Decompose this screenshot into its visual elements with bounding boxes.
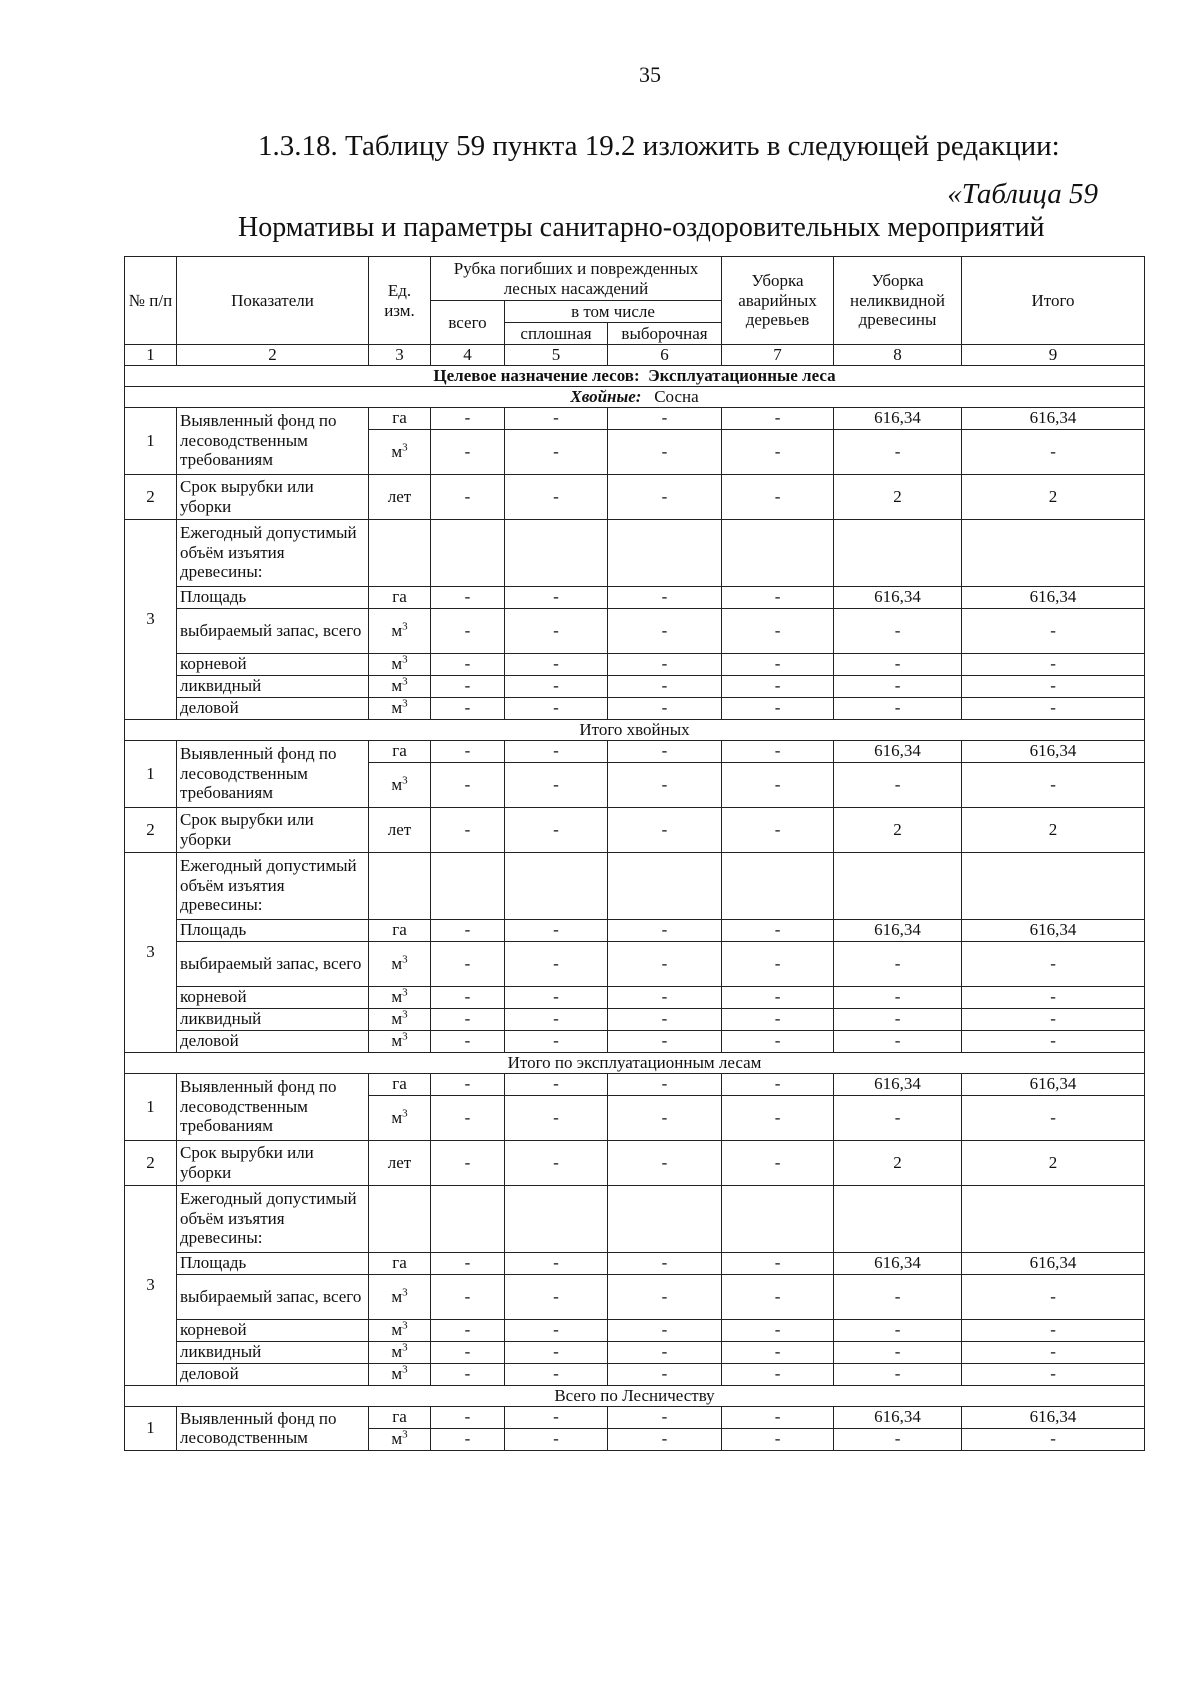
value-cell: 616,34 [962, 407, 1145, 429]
value-cell: - [431, 429, 505, 474]
value-cell: - [962, 1095, 1145, 1140]
value-cell: - [722, 653, 834, 675]
value-cell: - [608, 1428, 722, 1450]
row-number: 3 [125, 519, 177, 719]
header-num: № п/п [125, 257, 177, 345]
row-number: 2 [125, 474, 177, 519]
header-selective: выборочная [608, 323, 722, 345]
value-cell: - [608, 762, 722, 807]
value-cell: 2 [834, 474, 962, 519]
value-cell: 2 [962, 807, 1145, 852]
value-cell: - [505, 675, 608, 697]
row-number: 1 [125, 740, 177, 807]
value-cell: - [505, 762, 608, 807]
unit-years: лет [369, 474, 431, 519]
col-number: 9 [962, 345, 1145, 366]
value-cell: 2 [834, 807, 962, 852]
indicator-area: Площадь [177, 1252, 369, 1274]
value-cell: 616,34 [834, 919, 962, 941]
value-cell: - [722, 586, 834, 608]
section-total-conifer: Итого хвойных [125, 719, 1145, 740]
row-number: 1 [125, 407, 177, 474]
amendment-heading: 1.3.18. Таблицу 59 пункта 19.2 изложить в следующей редакции: [258, 130, 1060, 162]
value-cell: - [608, 407, 722, 429]
indicator-term: Срок вырубки или уборки [177, 1140, 369, 1185]
section-total-forestry: Всего по Лесничеству [125, 1385, 1145, 1406]
unit-m3: $м^3$ [369, 1095, 431, 1140]
header-total-cut: всего [431, 301, 505, 345]
value-cell: - [608, 941, 722, 986]
unit-m3: $м^3$ [369, 429, 431, 474]
value-cell: - [834, 1030, 962, 1052]
value-cell: - [431, 1363, 505, 1385]
value-cell: - [608, 675, 722, 697]
value-cell: - [431, 1274, 505, 1319]
unit-m3: $м^3$ [369, 1274, 431, 1319]
value-cell: - [608, 1008, 722, 1030]
value-cell: 616,34 [962, 1252, 1145, 1274]
value-cell: - [608, 1274, 722, 1319]
header-indicator: Показатели [177, 257, 369, 345]
indicator-business: деловой [177, 1030, 369, 1052]
value-cell: - [962, 1030, 1145, 1052]
value-cell: - [505, 1073, 608, 1095]
value-cell: - [722, 941, 834, 986]
value-cell: - [962, 608, 1145, 653]
value-cell: - [608, 653, 722, 675]
value-cell: - [608, 1140, 722, 1185]
table-title: Нормативы и параметры санитарно-оздоровительных мероприятий [238, 212, 1045, 243]
value-cell: - [505, 1008, 608, 1030]
value-cell: - [962, 1363, 1145, 1385]
value-cell: - [722, 1140, 834, 1185]
value-cell: - [431, 1140, 505, 1185]
value-cell: - [431, 1319, 505, 1341]
value-cell: - [505, 653, 608, 675]
value-cell: - [505, 919, 608, 941]
value-cell: - [722, 1428, 834, 1450]
value-cell: 616,34 [962, 586, 1145, 608]
value-cell: - [722, 1341, 834, 1363]
value-cell: - [722, 1319, 834, 1341]
header-cutting: Рубка погибших и поврежденных лесных насаждений [431, 257, 722, 301]
header-including: в том числе [505, 301, 722, 323]
section-conifer: Хвойные: Сосна [125, 386, 1145, 407]
value-cell: - [722, 919, 834, 941]
value-cell: - [608, 474, 722, 519]
value-cell: - [834, 1008, 962, 1030]
indicator-stock: выбираемый запас, всего [177, 608, 369, 653]
indicator-liquid: ликвидный [177, 1008, 369, 1030]
value-cell: - [505, 1140, 608, 1185]
value-cell: - [505, 1095, 608, 1140]
value-cell: 616,34 [834, 740, 962, 762]
norms-table-wrapper [124, 256, 1144, 1451]
value-cell: - [505, 429, 608, 474]
value-cell: - [722, 407, 834, 429]
value-cell: - [608, 1095, 722, 1140]
value-cell: - [431, 762, 505, 807]
unit-m3: $м^3$ [369, 1363, 431, 1385]
value-cell: - [962, 697, 1145, 719]
value-cell: - [505, 986, 608, 1008]
row-number: 2 [125, 807, 177, 852]
value-cell: - [608, 1073, 722, 1095]
col-number: 1 [125, 345, 177, 366]
value-cell: - [834, 608, 962, 653]
header-emergency: Уборка аварийных деревьев [722, 257, 834, 345]
value-cell: - [505, 1030, 608, 1052]
indicator-term: Срок вырубки или уборки [177, 474, 369, 519]
unit-m3: $м^3$ [369, 697, 431, 719]
value-cell: - [608, 586, 722, 608]
value-cell: - [962, 762, 1145, 807]
value-cell: - [962, 653, 1145, 675]
value-cell: - [834, 986, 962, 1008]
value-cell: - [505, 1274, 608, 1319]
row-number: 1 [125, 1073, 177, 1140]
header-total: Итого [962, 257, 1145, 345]
value-cell: 616,34 [962, 1406, 1145, 1428]
unit-ha: га [369, 1406, 431, 1428]
value-cell: - [431, 740, 505, 762]
value-cell: - [608, 429, 722, 474]
value-cell: - [431, 1428, 505, 1450]
value-cell: - [431, 807, 505, 852]
value-cell: - [722, 1073, 834, 1095]
value-cell: - [608, 1252, 722, 1274]
norms-table [124, 256, 1145, 1451]
value-cell: - [505, 740, 608, 762]
value-cell: - [722, 474, 834, 519]
header-clear: сплошная [505, 323, 608, 345]
unit-m3: $м^3$ [369, 1319, 431, 1341]
section-purpose: Целевое назначение лесов: Эксплуатационные леса [125, 365, 1145, 386]
unit-ha: га [369, 407, 431, 429]
value-cell: - [608, 1406, 722, 1428]
col-number: 3 [369, 345, 431, 366]
unit-m3: $м^3$ [369, 986, 431, 1008]
value-cell: - [505, 1428, 608, 1450]
indicator-root: корневой [177, 1319, 369, 1341]
value-cell: - [431, 1341, 505, 1363]
table-label: «Таблица 59 [947, 178, 1098, 210]
indicator-fund: Выявленный фонд по лесоводственным требованиям [177, 407, 369, 474]
value-cell: - [505, 941, 608, 986]
unit-years: лет [369, 1140, 431, 1185]
value-cell: - [722, 1252, 834, 1274]
value-cell: 616,34 [834, 1252, 962, 1274]
value-cell: - [722, 697, 834, 719]
value-cell: - [431, 586, 505, 608]
indicator-liquid: ликвидный [177, 675, 369, 697]
value-cell: - [722, 986, 834, 1008]
value-cell: 616,34 [834, 1406, 962, 1428]
value-cell: - [505, 1341, 608, 1363]
value-cell: - [962, 1428, 1145, 1450]
value-cell: 616,34 [962, 740, 1145, 762]
unit-m3: $м^3$ [369, 1030, 431, 1052]
unit-years: лет [369, 807, 431, 852]
value-cell: - [431, 407, 505, 429]
value-cell: - [431, 697, 505, 719]
value-cell: - [431, 675, 505, 697]
value-cell: - [505, 1319, 608, 1341]
indicator-annual: Ежегодный допустимый объём изъятия древесины: [177, 1185, 369, 1252]
unit-m3: $м^3$ [369, 675, 431, 697]
value-cell: - [834, 1428, 962, 1450]
value-cell: - [608, 697, 722, 719]
value-cell: - [834, 762, 962, 807]
value-cell: - [431, 608, 505, 653]
value-cell: - [722, 429, 834, 474]
header-unit: Ед. изм. [369, 257, 431, 345]
value-cell: - [722, 1406, 834, 1428]
value-cell: - [834, 1319, 962, 1341]
unit-m3: $м^3$ [369, 1428, 431, 1450]
unit-ha: га [369, 1252, 431, 1274]
section-total-exploitation: Итого по эксплуатационным лесам [125, 1052, 1145, 1073]
value-cell: - [505, 1363, 608, 1385]
indicator-root: корневой [177, 986, 369, 1008]
col-number: 6 [608, 345, 722, 366]
unit-ha: га [369, 919, 431, 941]
value-cell: - [722, 608, 834, 653]
col-number: 5 [505, 345, 608, 366]
value-cell: - [962, 1008, 1145, 1030]
value-cell: 616,34 [834, 586, 962, 608]
value-cell: - [608, 608, 722, 653]
indicator-root: корневой [177, 653, 369, 675]
value-cell: - [505, 1406, 608, 1428]
value-cell: - [431, 653, 505, 675]
indicator-fund-short: Выявленный фонд по лесоводственным [177, 1406, 369, 1450]
header-illiquid: Уборка неликвидной древесины [834, 257, 962, 345]
unit-m3: $м^3$ [369, 608, 431, 653]
value-cell: - [722, 740, 834, 762]
indicator-business: деловой [177, 697, 369, 719]
value-cell: - [722, 1030, 834, 1052]
indicator-stock: выбираемый запас, всего [177, 1274, 369, 1319]
value-cell: - [834, 941, 962, 986]
value-cell: 616,34 [962, 1073, 1145, 1095]
indicator-liquid: ликвидный [177, 1341, 369, 1363]
value-cell: - [962, 941, 1145, 986]
value-cell: - [505, 586, 608, 608]
value-cell: - [608, 807, 722, 852]
col-number: 8 [834, 345, 962, 366]
unit-ha: га [369, 740, 431, 762]
indicator-area: Площадь [177, 586, 369, 608]
value-cell: - [834, 1341, 962, 1363]
value-cell: - [608, 919, 722, 941]
value-cell: - [722, 762, 834, 807]
value-cell: - [608, 1030, 722, 1052]
value-cell: - [505, 608, 608, 653]
value-cell: - [431, 919, 505, 941]
page-number: 35 [639, 62, 661, 87]
indicator-annual: Ежегодный допустимый объём изъятия древесины: [177, 852, 369, 919]
value-cell: - [431, 1252, 505, 1274]
value-cell: - [834, 429, 962, 474]
value-cell: 2 [962, 1140, 1145, 1185]
unit-ha: га [369, 1073, 431, 1095]
value-cell: - [505, 697, 608, 719]
value-cell: 2 [834, 1140, 962, 1185]
value-cell: - [431, 986, 505, 1008]
unit-m3: $м^3$ [369, 941, 431, 986]
value-cell: - [834, 653, 962, 675]
value-cell: - [608, 740, 722, 762]
value-cell: - [962, 986, 1145, 1008]
value-cell: - [608, 1341, 722, 1363]
value-cell: - [505, 1252, 608, 1274]
value-cell: - [722, 1363, 834, 1385]
indicator-area: Площадь [177, 919, 369, 941]
value-cell: - [722, 807, 834, 852]
value-cell: - [505, 407, 608, 429]
col-number: 7 [722, 345, 834, 366]
value-cell: - [834, 697, 962, 719]
value-cell: - [962, 1274, 1145, 1319]
value-cell: - [834, 1095, 962, 1140]
unit-m3: $м^3$ [369, 653, 431, 675]
value-cell: - [962, 1319, 1145, 1341]
value-cell: - [431, 941, 505, 986]
unit-m3: $м^3$ [369, 1341, 431, 1363]
indicator-fund: Выявленный фонд по лесоводственным требованиям [177, 1073, 369, 1140]
value-cell: - [722, 1274, 834, 1319]
value-cell: - [505, 474, 608, 519]
value-cell: - [962, 1341, 1145, 1363]
value-cell: - [962, 429, 1145, 474]
indicator-annual: Ежегодный допустимый объём изъятия древесины: [177, 519, 369, 586]
unit-m3: $м^3$ [369, 762, 431, 807]
value-cell: - [431, 1073, 505, 1095]
value-cell: - [431, 1406, 505, 1428]
value-cell: - [608, 1319, 722, 1341]
value-cell: - [431, 1030, 505, 1052]
value-cell: - [431, 474, 505, 519]
indicator-term: Срок вырубки или уборки [177, 807, 369, 852]
value-cell: - [608, 1363, 722, 1385]
value-cell: - [608, 986, 722, 1008]
value-cell: 616,34 [834, 1073, 962, 1095]
row-number: 2 [125, 1140, 177, 1185]
value-cell: - [431, 1008, 505, 1030]
value-cell: - [834, 675, 962, 697]
row-number: 1 [125, 1406, 177, 1450]
value-cell: - [722, 1095, 834, 1140]
value-cell: - [722, 675, 834, 697]
value-cell: - [834, 1363, 962, 1385]
value-cell: 616,34 [834, 407, 962, 429]
unit-ha: га [369, 586, 431, 608]
col-number: 2 [177, 345, 369, 366]
value-cell: - [962, 675, 1145, 697]
value-cell: - [834, 1274, 962, 1319]
value-cell: - [722, 1008, 834, 1030]
indicator-business: деловой [177, 1363, 369, 1385]
value-cell: - [431, 1095, 505, 1140]
row-number: 3 [125, 1185, 177, 1385]
unit-m3: $м^3$ [369, 1008, 431, 1030]
value-cell: 616,34 [962, 919, 1145, 941]
value-cell: - [505, 807, 608, 852]
indicator-stock: выбираемый запас, всего [177, 941, 369, 986]
col-number: 4 [431, 345, 505, 366]
row-number: 3 [125, 852, 177, 1052]
value-cell: 2 [962, 474, 1145, 519]
indicator-fund: Выявленный фонд по лесоводственным требованиям [177, 740, 369, 807]
